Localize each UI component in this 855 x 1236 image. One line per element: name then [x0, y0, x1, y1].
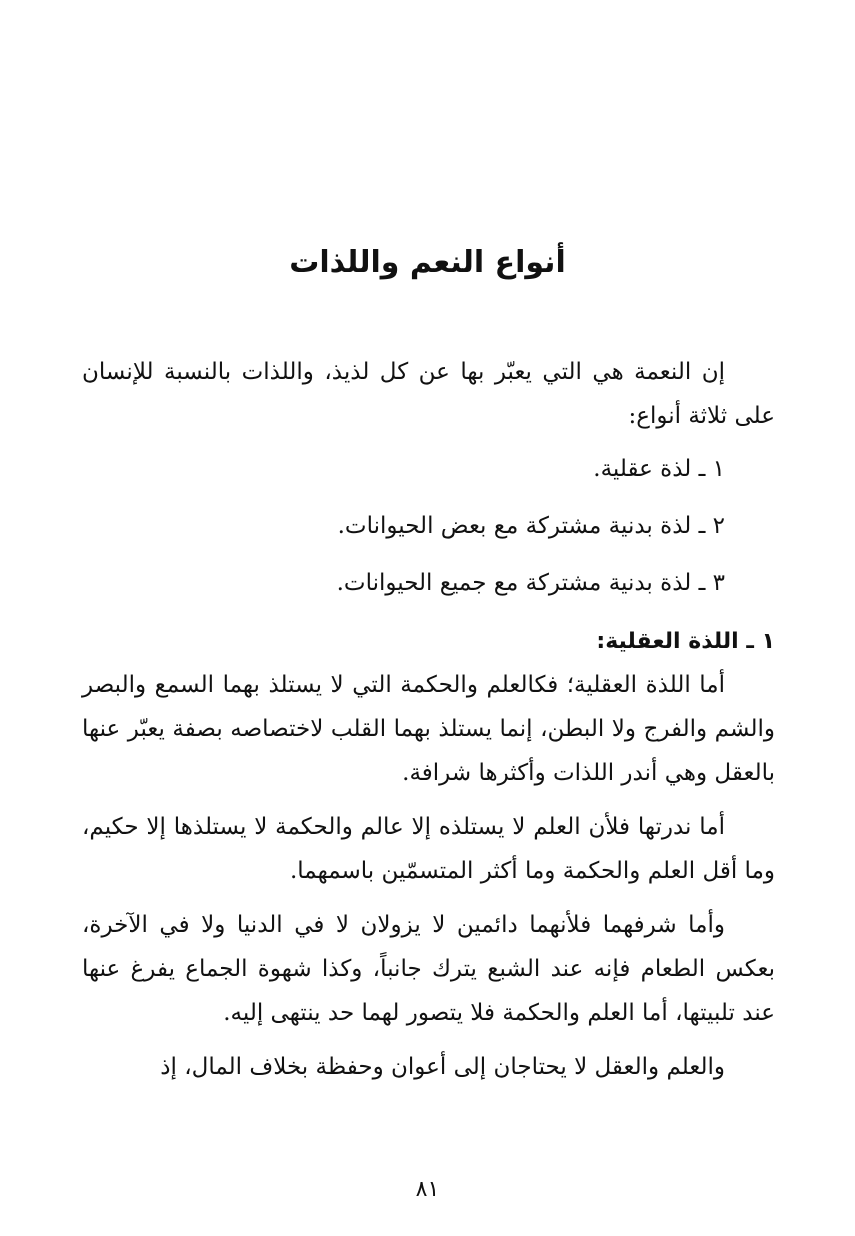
body-paragraph: أما ندرتها فلأن العلم لا يستلذه إلا عالم والحكمة لا يستلذها إلا حكيم، وما أقل العلم والحكمة وما أكثر المتسمّين باسمهما.: [82, 814, 775, 884]
list-item: ٢ ـ لذة بدنية مشتركة مع بعض الحيوانات.: [337, 513, 725, 539]
page-title: أنواع النعم واللذات: [289, 245, 566, 280]
body-paragraph: أما اللذة العقلية؛ فكالعلم والحكمة التي لا يستلذ بهما السمع والبصر والشم والفرج ولا البطن، إنما يستلذ بهما القلب لاختصاصه بصفة يعبّر عنها بالعقل وهي أندر اللذات وأكثرها شرافة.: [82, 672, 775, 786]
page-number: ٨١: [415, 1177, 440, 1202]
section-heading: ١ ـ اللذة العقلية:: [596, 629, 775, 654]
list-item: ٣ ـ لذة بدنية مشتركة مع جميع الحيوانات.: [336, 570, 725, 596]
list-item: ١ ـ لذة عقلية.: [593, 456, 725, 482]
intro-paragraph: إن النعمة هي التي يعبّر بها عن كل لذيذ، واللذات بالنسبة للإنسان على ثلاثة أنواع:: [82, 359, 775, 429]
body-paragraph: وأما شرفهما فلأنهما دائمين لا يزولان لا في الدنيا ولا في الآخرة، بعكس الطعام فإنه عند الشبع يترك جانباً، وكذا شهوة الجماع يفرغ عنها عند تلبيتها، أما العلم والحكمة فلا يتصور لهما حد ينتهى إليه.: [82, 912, 775, 1026]
page-body: [82, 350, 775, 1089]
body-paragraph: والعلم والعقل لا يحتاجان إلى أعوان وحفظة بخلاف المال، إذ: [160, 1054, 725, 1080]
